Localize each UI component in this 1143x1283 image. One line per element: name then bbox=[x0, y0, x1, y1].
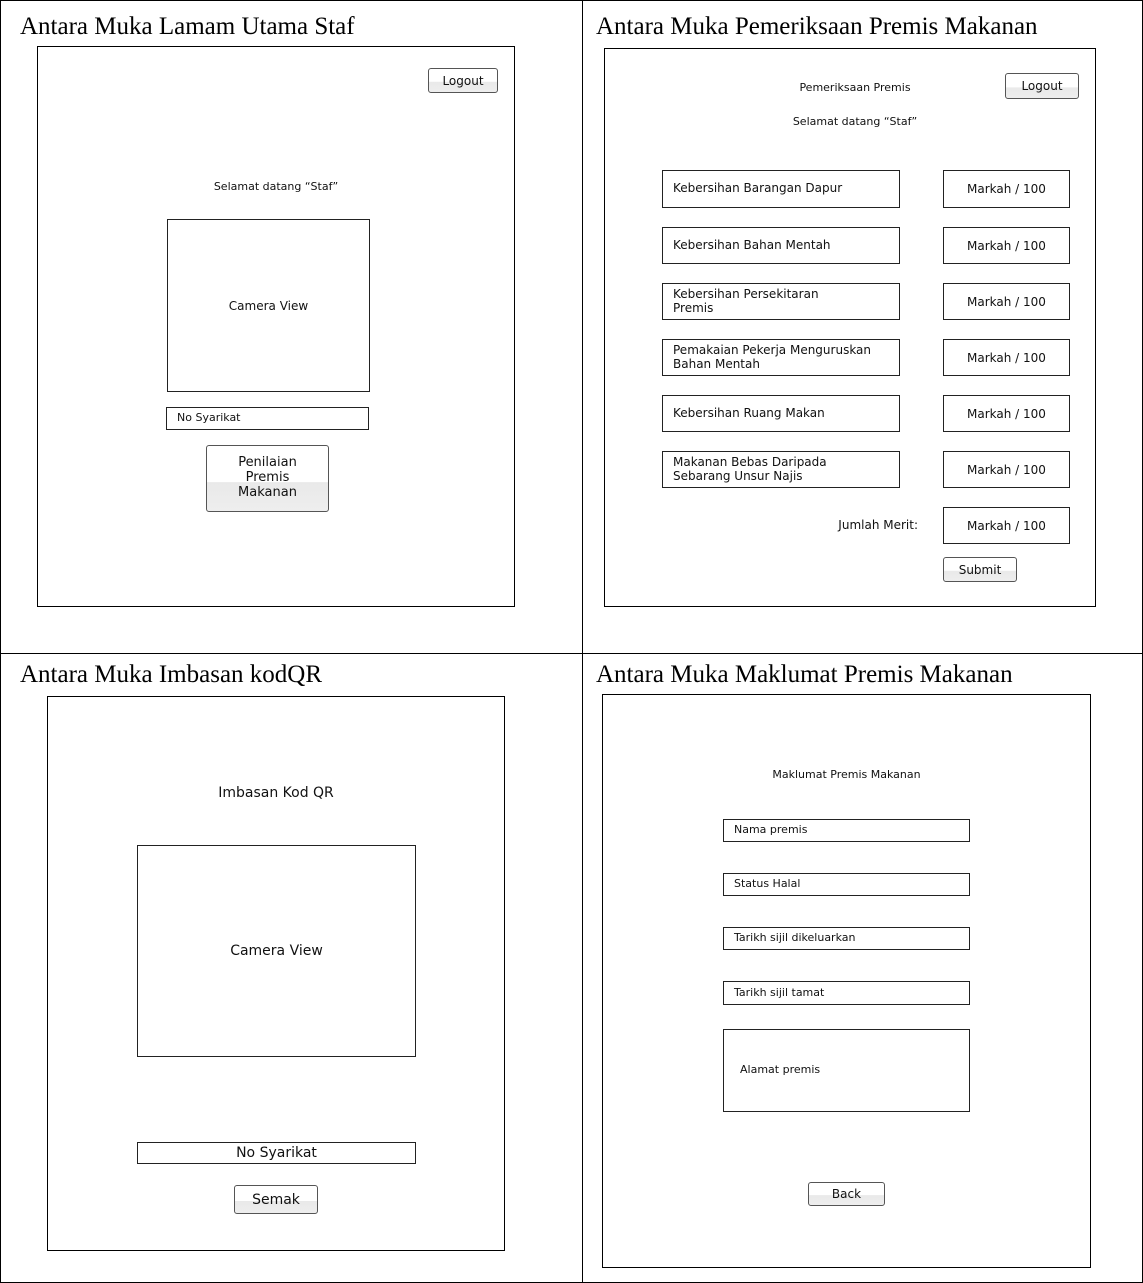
criterion-label: Makanan Bebas Daripada Sebarang Unsur Najis bbox=[662, 451, 900, 488]
inspection-screen bbox=[604, 48, 1096, 607]
premise-info-title: Maklumat Premis Makanan bbox=[772, 768, 921, 781]
score-input[interactable]: Markah / 100 bbox=[943, 283, 1070, 320]
score-input[interactable]: Markah / 100 bbox=[943, 395, 1070, 432]
inspection-title: Pemeriksaan Premis bbox=[799, 81, 911, 94]
camera-view: Camera View bbox=[137, 845, 416, 1057]
score-input[interactable]: Markah / 100 bbox=[943, 227, 1070, 264]
premise-info-screen bbox=[602, 694, 1091, 1268]
certificate-expiry-date-field[interactable]: Tarikh sijil tamat bbox=[723, 981, 970, 1005]
score-input[interactable]: Markah / 100 bbox=[943, 170, 1070, 208]
check-button[interactable]: Semak bbox=[234, 1185, 318, 1214]
inspection-heading: Antara Muka Pemeriksaan Premis Makanan bbox=[596, 13, 1038, 40]
qr-scan-title: Imbasan Kod QR bbox=[218, 785, 334, 801]
certificate-issue-date-field[interactable]: Tarikh sijil dikeluarkan bbox=[723, 927, 970, 950]
score-input[interactable]: Markah / 100 bbox=[943, 451, 1070, 488]
submit-button[interactable]: Submit bbox=[943, 557, 1017, 582]
halal-status-field[interactable]: Status Halal bbox=[723, 873, 970, 896]
criterion-label: Pemakaian Pekerja Menguruskan Bahan Mentah bbox=[662, 339, 900, 376]
premise-info-heading: Antara Muka Maklumat Premis Makanan bbox=[596, 661, 1013, 688]
criterion-label: Kebersihan Persekitaran Premis bbox=[662, 283, 900, 320]
criterion-label: Kebersihan Ruang Makan bbox=[662, 395, 900, 432]
criterion-label: Kebersihan Bahan Mentah bbox=[662, 227, 900, 264]
total-score-input[interactable]: Markah / 100 bbox=[943, 507, 1070, 544]
qr-scan-heading: Antara Muka Imbasan kodQR bbox=[20, 661, 323, 688]
camera-view: Camera View bbox=[167, 219, 370, 392]
qr-scan-screen bbox=[47, 696, 505, 1251]
welcome-text: Selamat datang “Staf” bbox=[213, 180, 339, 193]
premise-assessment-button[interactable]: Penilaian Premis Makanan bbox=[206, 445, 329, 512]
staff-home-heading: Antara Muka Lamam Utama Staf bbox=[20, 13, 355, 40]
premise-name-field[interactable]: Nama premis bbox=[723, 819, 970, 842]
welcome-text: Selamat datang “Staf” bbox=[792, 115, 918, 128]
total-merit-label: Jumlah Merit: bbox=[838, 518, 918, 532]
score-input[interactable]: Markah / 100 bbox=[943, 339, 1070, 376]
criterion-label: Kebersihan Barangan Dapur bbox=[662, 170, 900, 208]
table-row-divider bbox=[0, 653, 1143, 654]
logout-button[interactable]: Logout bbox=[1005, 73, 1079, 99]
staff-home-screen bbox=[37, 46, 515, 607]
logout-button[interactable]: Logout bbox=[428, 68, 498, 93]
company-number-input[interactable]: No Syarikat bbox=[166, 407, 369, 430]
premise-address-field[interactable]: Alamat premis bbox=[723, 1029, 970, 1112]
table-column-divider bbox=[582, 0, 583, 1283]
back-button[interactable]: Back bbox=[808, 1182, 885, 1206]
company-number-input[interactable]: No Syarikat bbox=[137, 1142, 416, 1164]
